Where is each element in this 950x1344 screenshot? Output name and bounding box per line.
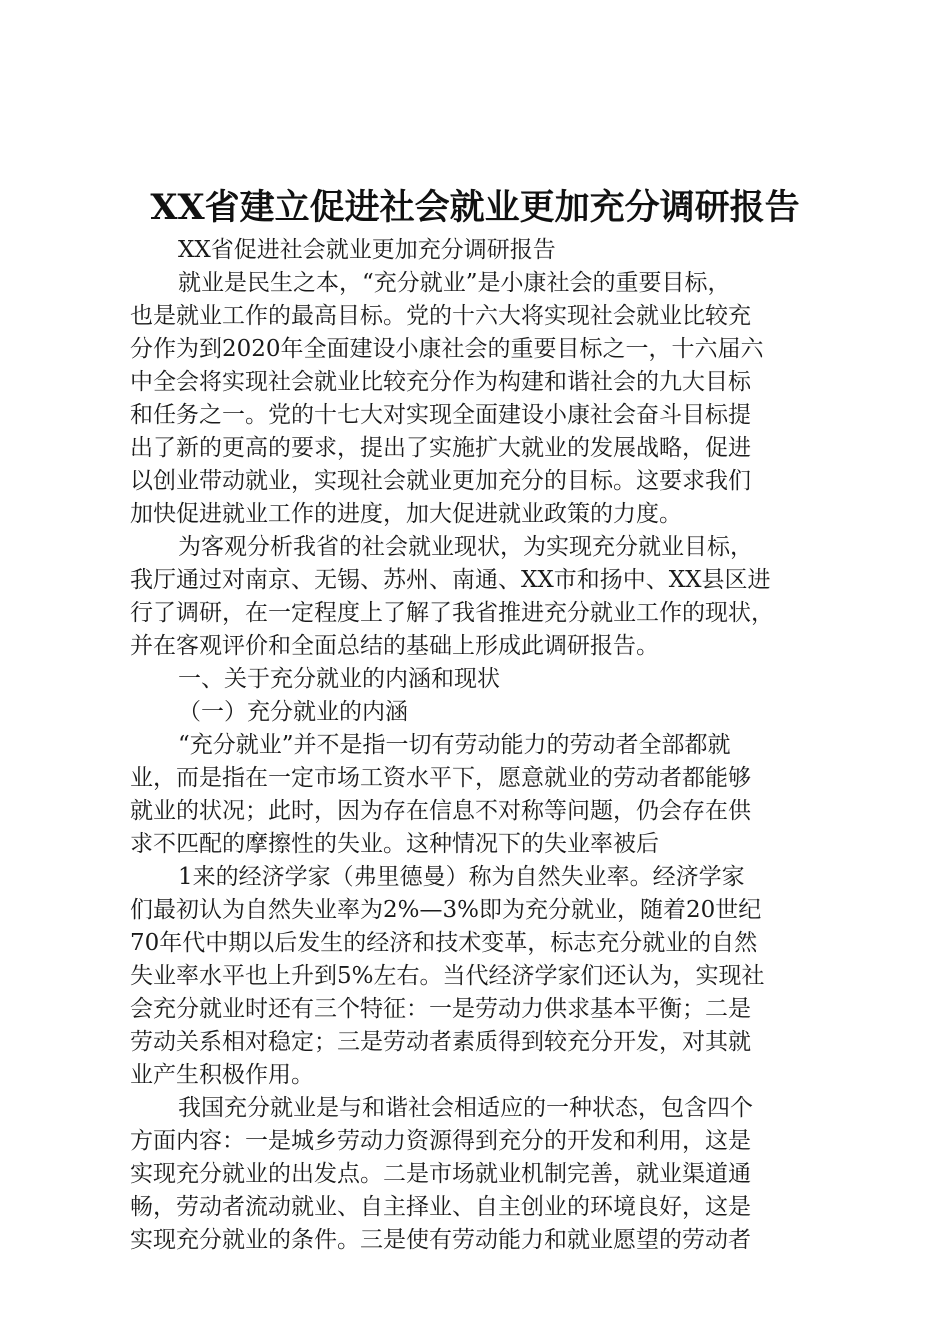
paragraph-line: 方面内容：一是城乡劳动力资源得到充分的开发和利用，这是	[130, 1128, 751, 1154]
section-heading: 一、关于充分就业的内涵和现状	[178, 666, 500, 692]
paragraph-line: 畅，劳动者流动就业、自主择业、自主创业的环境良好，这是	[130, 1194, 751, 1220]
paragraph-line: 就业的状况；此时，因为存在信息不对称等问题，仍会存在供	[130, 798, 751, 824]
paragraph-line: 分作为到2020年全面建设小康社会的重要目标之一，十六届六	[130, 336, 764, 362]
paragraph-line: 业，而是指在一定市场工资水平下，愿意就业的劳动者都能够	[130, 765, 751, 791]
document-body	[130, 234, 835, 1257]
paragraph-line: 行了调研，在一定程度上了解了我省推进充分就业工作的现状，	[130, 600, 774, 626]
paragraph-line: 劳动关系相对稳定；三是劳动者素质得到较充分开发，对其就	[130, 1029, 751, 1055]
paragraph-line: 我国充分就业是与和谐社会相适应的一种状态，包含四个	[178, 1095, 753, 1121]
paragraph-line: 也是就业工作的最高目标。党的十六大将实现社会就业比较充	[130, 303, 751, 329]
subsection-heading: （一）充分就业的内涵	[178, 699, 408, 725]
paragraph-line: 业产生积极作用。	[130, 1062, 314, 1088]
paragraph-line: 中全会将实现社会就业比较充分作为构建和谐社会的九大目标	[130, 369, 751, 395]
paragraph-line: 求不匹配的摩擦性的失业。这种情况下的失业率被后	[130, 831, 659, 857]
paragraph-line: 1来的经济学家（弗里德曼）称为自然失业率。经济学家	[178, 864, 745, 890]
paragraph-line: 会充分就业时还有三个特征：一是劳动力供求基本平衡；二是	[130, 996, 751, 1022]
paragraph-line: 我厅通过对南京、无锡、苏州、南通、XX市和扬中、XX县区进	[130, 567, 771, 593]
document-title: XX省建立促进社会就业更加充分调研报告	[150, 187, 800, 228]
paragraph-line: 为客观分析我省的社会就业现状，为实现充分就业目标，	[178, 534, 753, 560]
paragraph-line: 就业是民生之本，“充分就业”是小康社会的重要目标，	[178, 270, 731, 296]
paragraph-line: 和任务之一。党的十七大对实现全面建设小康社会奋斗目标提	[130, 402, 751, 428]
paragraph-line: “充分就业”并不是指一切有劳动能力的劳动者全部都就	[178, 732, 731, 758]
subtitle-line: XX省促进社会就业更加充分调研报告	[178, 237, 556, 263]
paragraph-line: 并在客观评价和全面总结的基础上形成此调研报告。	[130, 633, 659, 659]
paragraph-line: 实现充分就业的出发点。二是市场就业机制完善，就业渠道通	[130, 1161, 751, 1187]
paragraph-line: 们最初认为自然失业率为2%—3%即为充分就业，随着20世纪	[130, 897, 762, 923]
paragraph-line: 以创业带动就业，实现社会就业更加充分的目标。这要求我们	[130, 468, 751, 494]
paragraph-line: 实现充分就业的条件。三是使有劳动能力和就业愿望的劳动者	[130, 1227, 751, 1253]
paragraph-line: 70年代中期以后发生的经济和技术变革，标志充分就业的自然	[130, 930, 758, 956]
paragraph-line: 加快促进就业工作的进度，加大促进就业政策的力度。	[130, 501, 682, 527]
paragraph-line: 出了新的更高的要求，提出了实施扩大就业的发展战略，促进	[130, 435, 751, 461]
paragraph-line: 失业率水平也上升到5%左右。当代经济学家们还认为，实现社	[130, 963, 765, 989]
